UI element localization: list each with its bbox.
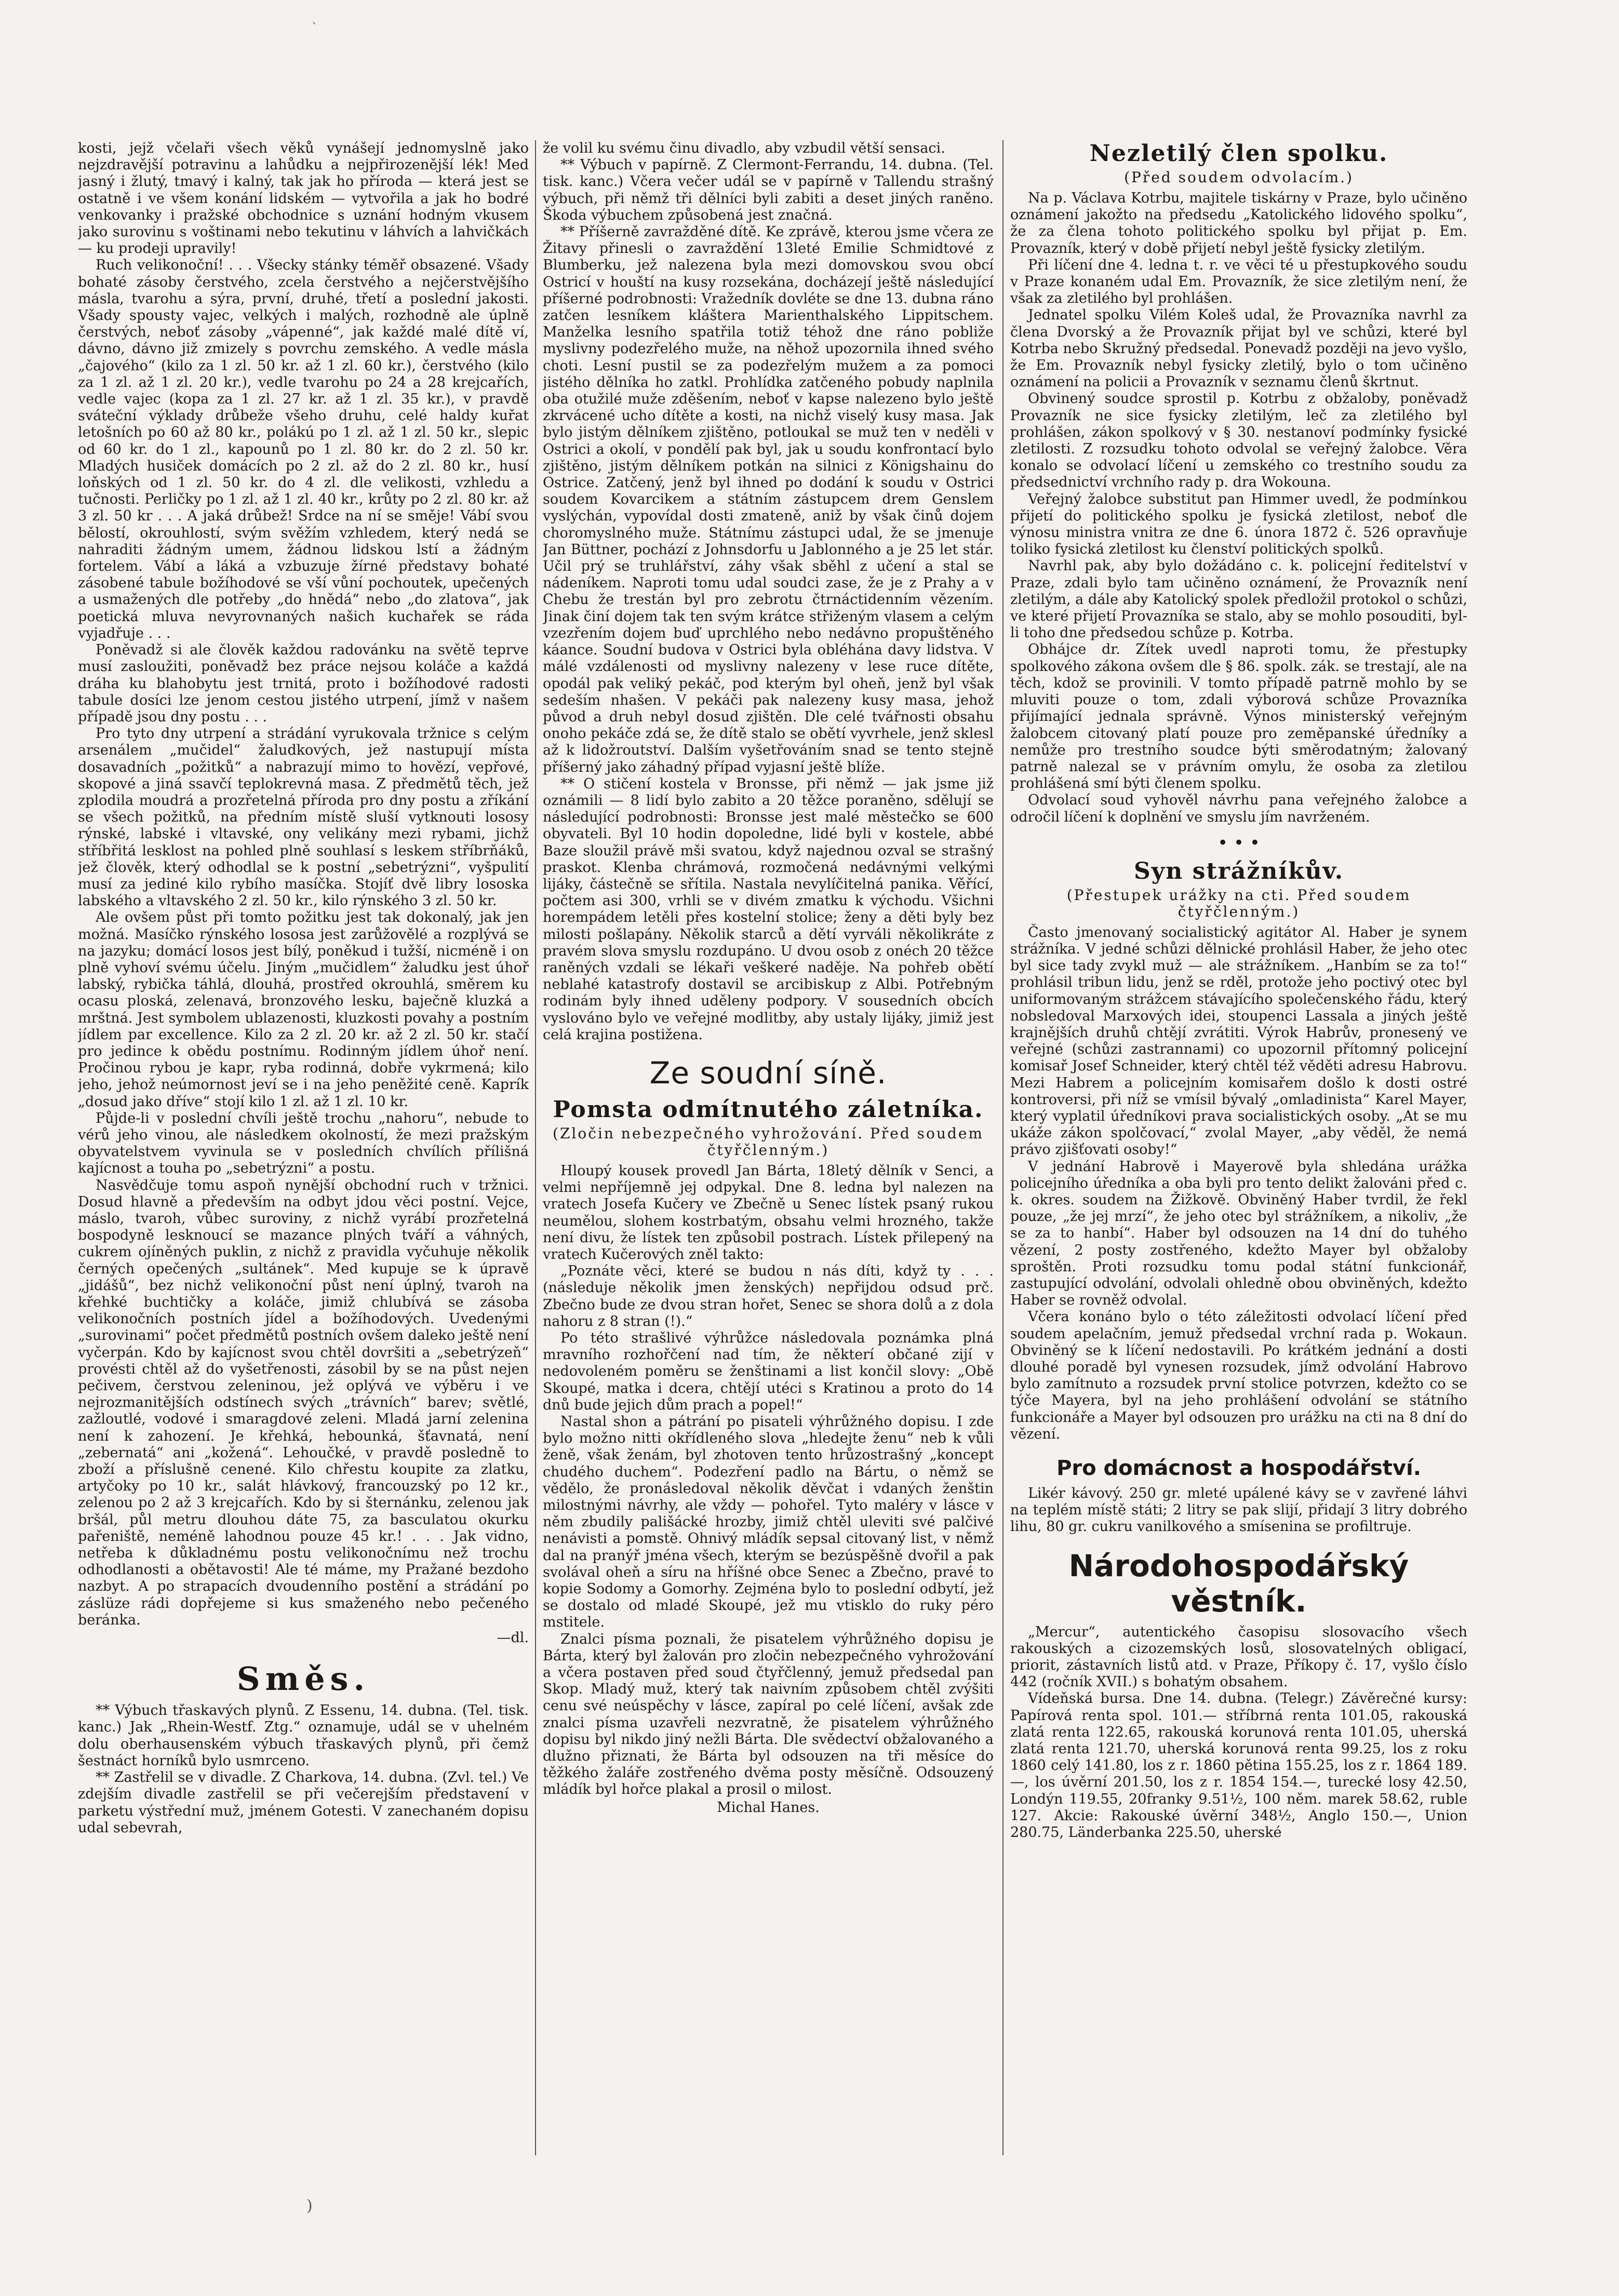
- article-paragraph: Včera konáno bylo o této záležitosti odvolací líčení před soudem apelačním, jemuž předsedal vrchní rada p. Wokaun. Obviněný se k líčení nedostavili. Po krátkém jednání a dosti dlouhé poradě byl vynesen rozsudek, jímž odvolání Habrovo bylo zamítnuto a rozsudek první stolice potvrzen, kdežto co se týče Mayera, byl na jeho prohlášení odvolání se státního funkcionáře a Mayer byl odsouzen pro urážku na cti na 8 dní do vězení.: [1010, 1309, 1467, 1442]
- margin-mark: ): [306, 2197, 313, 2215]
- article-paragraph: Vídeňská bursa. Dne 14. dubna. (Telegr.) Závěrečné kursy: Papírová renta spol. 101.— stříbrná renta 101.05, rakouská zlatá renta 122.65, rakouská korunová renta 101.05, uherská zlatá renta 121.70, uherská korunová renta 99.25, los z roku 1860 celý 141.80, los z r. 1860 pětina 155.25, los z r. 1864 189.—, los úvěrní 201.50, los z r. 1854 154.—, turecké losy 42.50, Londýn 119.55, 20franky 9.51½, 100 něm. marek 58.62, ruble 127. Akcie: Rakouské úvěrní 348½, Anglo 150.—, Union 280.75, Länderbanka 225.50, uherské: [1010, 1690, 1467, 1841]
- article-subheadline: (Přestupek urážky na cti. Před soudem čtyřčlenným.): [1066, 886, 1411, 920]
- news-item: že volil ku svému činu divadlo, aby vzbudil větší sensaci.: [543, 140, 945, 156]
- column-rule: [535, 140, 536, 2155]
- article-paragraph: Veřejný žalobce substitut pan Himmer uvedl, že podmínkou přijetí do politického spolku je fysická zletilost, neboť dle výnosu ministra vnitra ze dne 6. února 1872 č. 526 opravňuje toliko fysická zletilost ku členství politických spolků.: [1010, 491, 1467, 558]
- article-paragraph: Při líčení dne 4. ledna t. r. ve věci té u přestupkového soudu v Praze konaném udal Em. Provazník, že sice zletilým není, že však za zletilého byl prohlášen.: [1010, 257, 1467, 307]
- article-paragraph: „Poznáte věci, které se budou n nás díti, když ty . . . (následuje několik jmen ženských) nepřijdou odsud prč. Zbečno bude ze dvou stran hořet, Senec se shora dolů a z dola nahoru z 8 stran (!).“: [543, 1263, 994, 1330]
- article-subheadline: (Zločin nebezpečného vyhrožování. Před soudem čtyřčlenným.): [553, 1124, 984, 1159]
- news-item: ** O stičení kostela v Bronsse, při němž — jak jsme již oznámili — 8 lidí bylo zabito a 20 těžce poraněno, sdělují se následující podrobnosti: Bronsse jest malé městečko se 600 obyvateli. Byl 10 hodin dopoledne, lidé byli v kostele, abbé Baze sloužil právě mši svatou, když najednou ozval se strašný praskot. Klenba chrámová, rozmočená nedávnými velkými lijáky, částečně se sřítila. Nastala nevylíčitelná panika. Věřící, počtem asi 300, vrhli se v divém zmatku k východu. Všichni horempádem letěli přes kostelní stolice; ženy a děti byly bez milosti pošlapány. Několik starců a dětí vyrváli několikráte z pravém slova smyslu rozdupáno. U dvou osob z onéch 20 těžce raněných vzdali se lékaři veškeré naděje. Na pohřeb obětí neblahé katastrofy dostavil se arcibiskup z Albi. Potřebným rodinám byly ihned uděleny podpory. V sousedních obcích vyslováno bylo ve veřejné modlitby, aby ustaly lijáky, jimiž jest celá krajina postižena.: [543, 775, 994, 1043]
- article-paragraph: kosti, jejž včelaři všech věků vynášejí jednomyslně jako nejzdravější potravinu a lahůdku a nejpřirozenější lék! Med jasný i žlutý, tmavý i kalný, tak jak ho příroda — která jest se ostatně i ve všem konání lidském — vytvořila a jak ho bodré venkovanky i pražské obchodnice s uznání hodným vkusem jako surovinu s voštinami nebo tekutinu v láhvích a lahvičkách — ku prodeji upravily!: [78, 140, 529, 257]
- article-headline: Syn strážníkův.: [1133, 857, 1344, 884]
- section-heading-economy: Národohospodářský věstník.: [1068, 1548, 1409, 1619]
- article-paragraph: V jednání Habrově i Mayerově byla shledána urážka policejního úředníka a oba byli pro tento delikt žalováni před c. k. okres. soudem na Žižkově. Obviněný Haber tvrdil, že řekl pouze, „že jej mrzí“, že jeho otec byl strážníkem, a nikoliv, „že se za to hanbí“. Haber byl odsouzen na 14 dní do tuhého vězení, 2 posty zostřeného, kdežto Mayer byl obžaloby sproštěn. Proti rozsudku tomu podal státní funkcionář, zastupující odvolání, odvolali ohledně obou obviněných, kdežto Haber se rovněž odvolal.: [1010, 1158, 1467, 1309]
- section-heading-court: Ze soudní síně.: [649, 1055, 887, 1091]
- page-mark: `: [312, 21, 318, 35]
- column-rule: [1002, 140, 1003, 2155]
- news-item: ** Výbuch v papírně. Z Clermont-Ferrandu, 14. dubna. (Tel. tisk. kanc.) Včera večer udál se v papírně v Tallendu strašný výbuch, při němž tři dělníci byli zabiti a deset jiných raněno. Škoda výbuchem způsobená jest značná.: [543, 157, 994, 223]
- article-paragraph: Navrhl pak, aby bylo dožádáno c. k. policejní ředitelství v Praze, zdali bylo tam učiněno oznámení, že Provazník není zletilým, a dále aby Katolický spolek předložil protokol o schůzi, ve které přijetí Provazníka se stalo, aby se mohlo posouditi, byl-li toho dne předsedou schůze p. Kotrba.: [1010, 558, 1467, 641]
- article-paragraph: „Mercur“, autentického časopisu slosovacího všech rakouských a cizozemských losů, slosovatelných obligací, priorit, zástavních listů atd. v Praze, Příkopy č. 17, vyšlo číslo 442 (ročník XVII.) s bohatým obsahem.: [1010, 1623, 1467, 1690]
- article-headline: Nezletilý člen spolku.: [1089, 140, 1388, 167]
- article-paragraph: Poněvadž si ale člověk každou radovánku na světě teprve musí zasloužiti, poněvadž bez práce nejsou koláče a každá dráha ku blahobytu jest trnitá, proto i božíhodové radosti tabule dosíci lze jenom cestou jistého utrpení, jímž v našem případě jsou dny postu . . .: [78, 642, 529, 725]
- section-heading-smes: Směs.: [236, 1660, 370, 1698]
- article-paragraph: Obhájce dr. Zítek uvedl naproti tomu, že přestupky spolkového zákona ovšem dle § 86. spolk. zák. se trestají, ale na těch, kdož se provinili. V tomto případě patrně mohlo by se mluviti pouze o tom, zdali výborová schůze Provazníka přijímající jednala správně. Výnos ministerský veřejným žalobcem citovaný platí pouze pro zeměpanské úředníky a nemůže pro trestního soudce býti směrodatným; žalovaný patrně nalezal se v právním omylu, že osoba za zletilou prohlášená smí býti členem spolku.: [1010, 641, 1467, 792]
- article-paragraph: Ale ovšem půst při tomto požitku jest tak dokonalý, jak jen možná. Masíčko rýnského lososa jest zarůžovělé a rozplývá se na jazyku; domácí losos jest bílý, poněkud i tužší, nicméně i on plně vyhoví svému účelu. Jiným „mučidlem“ žaludku jest úhoř labský, rybička táhlá, dlouhá, prostřed okrouhlá, směrem ku ocasu ploská, zelenavá, bronzového lesku, baječně kluzká a mrštná. Jest symbolem ublazenosti, kluzkosti povahy a postním jídlem par excellence. Kilo za 2 zl. 20 kr. až 2 zl. 50 kr. stačí pro jedince k obědu postnímu. Rodinným jídlem úhoř není. Pročinou rybou je kapr, ryba rodinná, dobře vykrmená; kilo jeho, jehož neúmornost jeví se i na jeho peněžité ceně. Kaprík „dosud jako dříve“ stojí kilo 1 zl. až 1 zl. 10 kr.: [78, 909, 529, 1110]
- column-right: [1010, 140, 1467, 2197]
- article-subheadline: (Před soudem odvolacím.): [1124, 169, 1354, 186]
- article-paragraph: Odvolací soud vyhověl návrhu pana veřejného žalobce a odročil líčení k doplnění ve smyslu jím navrženém.: [1010, 792, 1467, 825]
- article-paragraph: Obvinený soudce sprostil p. Kotrbu z obžaloby, poněvadž Provazník ne sice fysicky zletilým, leč za zletilého byl prohlášen, zákon spolkový v § 30. nestanoví podmínky fysické zletilosti. Z rozsudku tohoto odvolal se veřejný žalobce. Věra konalo se odvolací líčení u zemského co trestního soudu za předsednictví vrchního rady p. dra Wokouna.: [1010, 391, 1467, 491]
- news-item: ** Zastřelil se v divadle. Z Charkova, 14. dubna. (Zvl. tel.) Ve zdejším divadle zastřelil se při večerejším představení v parketu výstřední muž, jménem Gotesti. V zanechaném dopisu udal sebevrah,: [78, 1769, 529, 1836]
- article-paragraph: Znalci písma poznali, že pisatelem výhrůžného dopisu je Bárta, který byl žalován pro zločin nebezpečného vyhrožování a včera postaven před soud čtyřčlenný, jemuž předsedal pan Skop. Mladý muž, který tak naivním způsobem chtěl zvýšiti cenu své neúspěchy v lásce, zapíral po celé líčení, avšak zde znalci písma uzavřeli nezvratně, že pisatelem výhrůžného dopisu byl nikdo jiný nežli Bárta. Dle svědectví obžalovaného a dlužno přiznati, že Bárta byl odsouzen na tři měsíce do těžkého žaláře zostřeného dvěma posty měsíčně. Odsouzený mládík byl hořce plakal a prosil o milost.: [543, 1631, 994, 1798]
- news-item: ** Výbuch třaskavých plynů. Z Essenu, 14. dubna. (Tel. tisk. kanc.) Jak „Rhein-Westf. Ztg.“ oznamuje, udál se v uhelném dolu oberhausenském výbuch třaskavých plynů, při čemž šestnáct horníků bylo usmrceno.: [78, 1702, 529, 1769]
- news-item: ** Příšerně zavražděné dítě. Ke zprávě, kterou jsme včera ze Žitavy přinesli o zavraždění 13leté Emilie Schmidtové z Blumberku, jež nalezena byla mezi domovskou svou obcí Ostricí v houští na kusy rozsekána, docházejí ještě následující příšerné podrobnosti: Vražedník dovléte se dne 13. dubna ráno zatčen lesníkem kláštera Marienthalského Lippitschem. Manželka lesního spatřila totiž téhož dne ráno pobliže myslivny podezřelého muže, na něhož upozornila ihned svého choti. Lesní pustil se za podezřelým mužem a za pomoci jistého dělníka ho zatkl. Prohlídka zatčeného pobudy naplnila oba otužilé muže zděšením, neboť v kapse nalezeno bylo ještě zkrvácené ucho dítěte a kosti, na nichž viselý kusy masa. Jak bylo jistým dělníkem zjištěno, potloukal se muž ten v neděli v Ostrici a okolí, v pondělí pak byl, jak u soudu konfrontací bylo zjištěno, jistým dělníkem potkán na silnici z Königshainu do Ostrice. Zatčený, jenž byl ihned po dodání k soudu v Ostrici soudem Kovarcikem a státním zástupcem drem Genslem vyslýchán, vypovídal dosti zmateně, aniž by však činů dojem choromyslného muže. Státnímu zástupci udal, že se jmenuje Jan Büttner, pochází z Johnsdorfu u Jablonného a je 25 let stár. Učil prý se truhlářství, záhy však sběhl z učení a stal se nádeníkem. Naproti tomu udal soudci zase, že je z Prahy a v Chebu že trestán byl pro zebrotu čtrnáctidenním vězením. Jinak činí dojem tak ten svým krátce střiženým vlasem a celým vzezřením dojem buď uprchlého nebo nedávno propuštěného káance. Soudní budova v Ostrici byla obléhána davy lidstva. V málé vzdálenosti od myslivny nalezeny v lese ruce dítěte, opodál pak veliký pekáč, pod kterým byl oheň, jenž byl však sedeším nhašen. V pekáči pak nalezeny kusy masa, jehož původ a druh nebyl dosud zjištěn. Dle celé tvářnosti obsahu onoho pekáče zdá se, že dítě stalo se obětí vyvrhele, jenž sklesl až k lidožroutství. Dalším vyšetřováním snad se tento stejně příšerný jako záhadný případ vyjasní ještě blíže.: [543, 224, 994, 775]
- section-divider-stars: • • •: [1217, 832, 1260, 853]
- article-paragraph: Často jmenovaný socialistický agitátor Al. Haber je synem strážníka. V jedné schůzi dělnické prohlásil Haber, že jeho otec byl sice tady zvykl muž — ale strážníkem. „Hanbím se za to!“ prohlásil tribun lidu, jenž se rděl, protože jeho poctivý otec byl uniformovaným strážcem stávajícího společenského řádu, který nobsledoval Marxových idei, stoupenci Lassala a jiných ještě krajnějších druhů chtějí zvrátiti. Výrok Habrův, pronesený ve veřejné (schůzi zastrannami) co upozornil přítomný policejní komisař Josef Schneider, který chtěl též věděti adresu Habrovu. Mezi Habrem a policejním komisařem došlo k dosti ostré kontroversi, při níž se vmísil bývalý „omladinista“ Karel Mayer, který vyplatil úředníkovi prava socialistických osoby. „At se mu ukáže zákon spolčovací,“ zvolal Mayer, „aby věděl, že nemá právo zjišťovati osoby!“: [1010, 924, 1467, 1158]
- article-paragraph: Ruch velikonoční! . . . Všecky stánky téměř obsazené. Všady bohaté zásoby čerstvého, zcela čerstvého a nejčerstvějšího másla, tvarohu a sýra, první, druhé, třetí a poslední jakosti. Všady spousty vajec, velkých i malých, rozhodně ale úplně čerstvých, neboť zásoby „vápenné“, jak každé malé dítě ví, dávno, dávno již zmizely s povrchu zemského. A vedle másla „čajového“ (kilo za 1 zl. 50 kr. až 1 zl. 60 kr.), čerstvého (kilo za 1 zl. až 1 zl. 20 kr.), vedle tvarohu po 24 a 28 krejcařích, vedle vajec (kopa za 1 zl. 27 kr. až 1 zl. 35 kr.), v pravdě sváteční výklady drůbeže všeho druhu, celé haldy kuřat letošních po 60 až 80 kr., polákú po 1 zl. až 1 zl. 50 kr., slepic od 60 kr. do 1 zl., kapounů po 1 zl. 80 kr. do 2 zl. 50 kr. Mladých husiček domácích po 2 zl. až do 2 zl. 80 kr., husí loňských od 1 zl. 50 kr. do 4 zl. dle velikosti, vzhledu a tučnosti. Perličky po 1 zl. až 1 zl. 40 kr., krůty po 2 zl. 80 kr. až 3 zl. 50 kr . . . A jaká drůbež! Srdce na ní se směje! Vábí svou bělostí, okrouhlostí, svým svěžím vzhledem, který nedá se nahraditi žádným umem, žádnou lidskou lstí a žádným fortelem. Vábí a láká a vzbuzuje žírné představy bohaté zásobené tabule božíhodové se vší vůní pochoutek, upečených a usmažených dle potřeby „do hnědá“ nebo „do zlatova“, jak poetická mluva nevyrovnaných našich kuchařek se ráda vyjadřuje . . .: [78, 257, 529, 641]
- article-headline: Pomsta odmítnutého záletníka.: [553, 1096, 984, 1123]
- author-signature: —dl.: [497, 1630, 529, 1646]
- article-paragraph: Na p. Václava Kotrbu, majitele tiskárny v Praze, bylo učiněno oznámení jakožto na předsedu „Katolického lidového spolku“, že za člena tohoto politického spolku byl přijat p. Em. Provazník, který v době přijetí nebyl ještě fysicky zletilým.: [1010, 190, 1467, 257]
- article-paragraph: Pro tyto dny utrpení a strádání vyrukovala tržnice s celým arsenálem „mučidel“ žaludkových, jež nastupují místa dosavadních „požitků“ a nabrazují mimo to hovězí, vepřové, skopové a jiná ssavčí teplokrevná masa. Z předmětů těch, jež zplodila moudrá a prozřetelná příroda pro dny postu a zříkání se všech požitků, na předním místě sluší vytknouti lososy rýnské, labské i vltavské, ony velikány mezi rybami, jichž stříbřitá lesklost na pohled plně souhlasí s leskem stříbrňáků, jež člověk, který odhodlal se k postní „sebetrýzni“, vyšpulití musí za jediné kilo rybího masíčka. Stojíť dvě libry lososka labského a vltavského 2 zl. 50 kr., kilo rýnského 3 zl. 50 kr.: [78, 726, 529, 909]
- section-heading-household: Pro domácnost a hospodářství.: [1056, 1456, 1421, 1481]
- article-paragraph: Nastal shon a pátrání po pisateli výhrůžného dopisu. I zde bylo možno nitti okřídleného slova „hledejte ženu“ neb k vůli ženě, však ženám, byl zhotoven tento hrůzostrašný „koncept chudého duchem“. Podezření padlo na Bártu, o němž se vědělo, že pronásledoval několik děvčat i vdaných ženštin milostnými návrhy, ale vždy — pohořel. Tyto maléry v lásce v něm zbudily pališácké hrozby, jimiž chtěl uleviti své palčivé nenávisti a pomstě. Ohnivý mládík sepsal citovaný list, v němž dal na pranýř jména všech, kterým se bezúspěšně dvořil a pak svolával oheň a síru na hříšné obce Senec a Zbečno, pravé to kopie Sodomy a Gomorhy. Zejména bylo to poslední odbytí, jež se dostalo od mladé Skoupé, jež mu vtisklo do ruky péro mstitele.: [543, 1414, 994, 1631]
- column-left: [78, 140, 529, 2197]
- article-paragraph: Likér kávový. 250 gr. mleté upálené kávy se v zavřené láhvi na teplém místě státi; 2 litry se pak slijí, přidají 3 litry dobrého lihu, 80 gr. cukru vanilkového a smísenina se profiltruje.: [1010, 1485, 1467, 1535]
- article-paragraph: Půjde-li v poslední chvíli ještě trochu „nahoru“, nebude to vérů jeho vinou, ale následkem okolností, že mezi pražským obyvatelstvem vyvinula se v posledních chvílích přílišná kajícnost a touha po „sebetrýzni“ a postu.: [78, 1110, 529, 1177]
- article-paragraph: Jednatel spolku Vilém Koleš udal, že Provazníka navrhl za člena Dvorský a že Provazník přijat byl ve schůzi, které byl Kotrba nebo Skružný předsedal. Ponevadž později na jevo vyšlo, že Em. Provazník nebyl fysicky zletilý, bylo o tom učiněno oznámení na policii a Provazník v seznamu členů škrtnut.: [1010, 307, 1467, 391]
- article-paragraph: Hloupý kousek provedl Jan Bárta, 18letý dělník v Senci, a velmi nepříjemně jej odpykal. Dne 8. ledna byl nalezen na vratech Josefa Kučery ve Zbečně u Senec lístek psaný rukou neumělou, slohem kostrbatým, obsahu velmi hrozného, takže není divu, že lístek ten způsobil postrach. Lístek přilepený na vratech Kučerových zněl takto:: [543, 1162, 994, 1263]
- author-signature: Michal Hanes.: [717, 1799, 820, 1816]
- article-paragraph: Nasvědčuje tomu aspoň nynější obchodní ruch v tržnici. Dosud hlavně a především na odbyt jdou věci postní. Vejce, máslo, tvaroh, vůbec suroviny, z nichž vyrábí prozřetelná bospodyně lesknoucí se mazance plných tváří a váhných, cukrem ojíněných puklin, z nichž z pravidla vyčuhuje několik černých opečených „sultánek“. Med kupuje se k úpravě „jidášů“, bez nichž velikonoční půst není úplný, tvaroh na křehké buchtičky a koláče, jimiž chlubívá se zásoba velikonočních postních jídel a božíhodových. Uvedenými „surovinami“ počet předmětů postních ovšem daleko ještě není vyčerpán. Kdo by kajícnost svou chtěl dovršiti a „sebetrýzeň“ provésti chtěl až do vyšetřenosti, zásobil by se na půst nejen pečivem, čerstvou zeleninou, jež oplývá ve výběru i ve nejrozmanitějších odstínech svých „trávních“ barev; světlé, zažloutlé, vodové i smaragdové zeleni. Mladá jarní zelenina není k zahození. Je křehká, hebounká, šťavnatá, není „zebernatá“ ani „kožená“. Lehoučké, v pravdě posledně to zboží a příslušně cenené. Kilo chřestu koupite za zlatku, artyčoky po 10 kr., salát hlávkový, francouzský po 12 kr., zelenou po 2 až 3 krejcařích. Kdo by si šternánku, zelenou jak bršál, půl metru dlouhou dáte 75, za basculatou okurku pařeniště, neméně lahodnou pouze 45 kr.! . . . Jak vidno, netřeba k důkladnému postu velikonočnímu než trochu odhodlanosti a obětavosti! Ale té máme, my Pražané bezdoho nazbyt. A po strapacích dvoudenního postění a strádání po záslüze rádi dopřejeme si kus smaženého nebo pečeného beránka.: [78, 1177, 529, 1628]
- newspaper-page: [78, 140, 1553, 2197]
- article-paragraph: Po této strašlivé výhrůžce následovala poznámka plná mravního rozhořčení nad tím, že některí občané zijí v nedovoleném poměru se ženštinami a list končil slovy: „Obě Skoupé, matka i dcera, chtějí utéci s Kratinou a proto do 14 dnů bude jejich dům prach a popel!“: [543, 1330, 994, 1413]
- column-middle: [543, 140, 994, 2197]
